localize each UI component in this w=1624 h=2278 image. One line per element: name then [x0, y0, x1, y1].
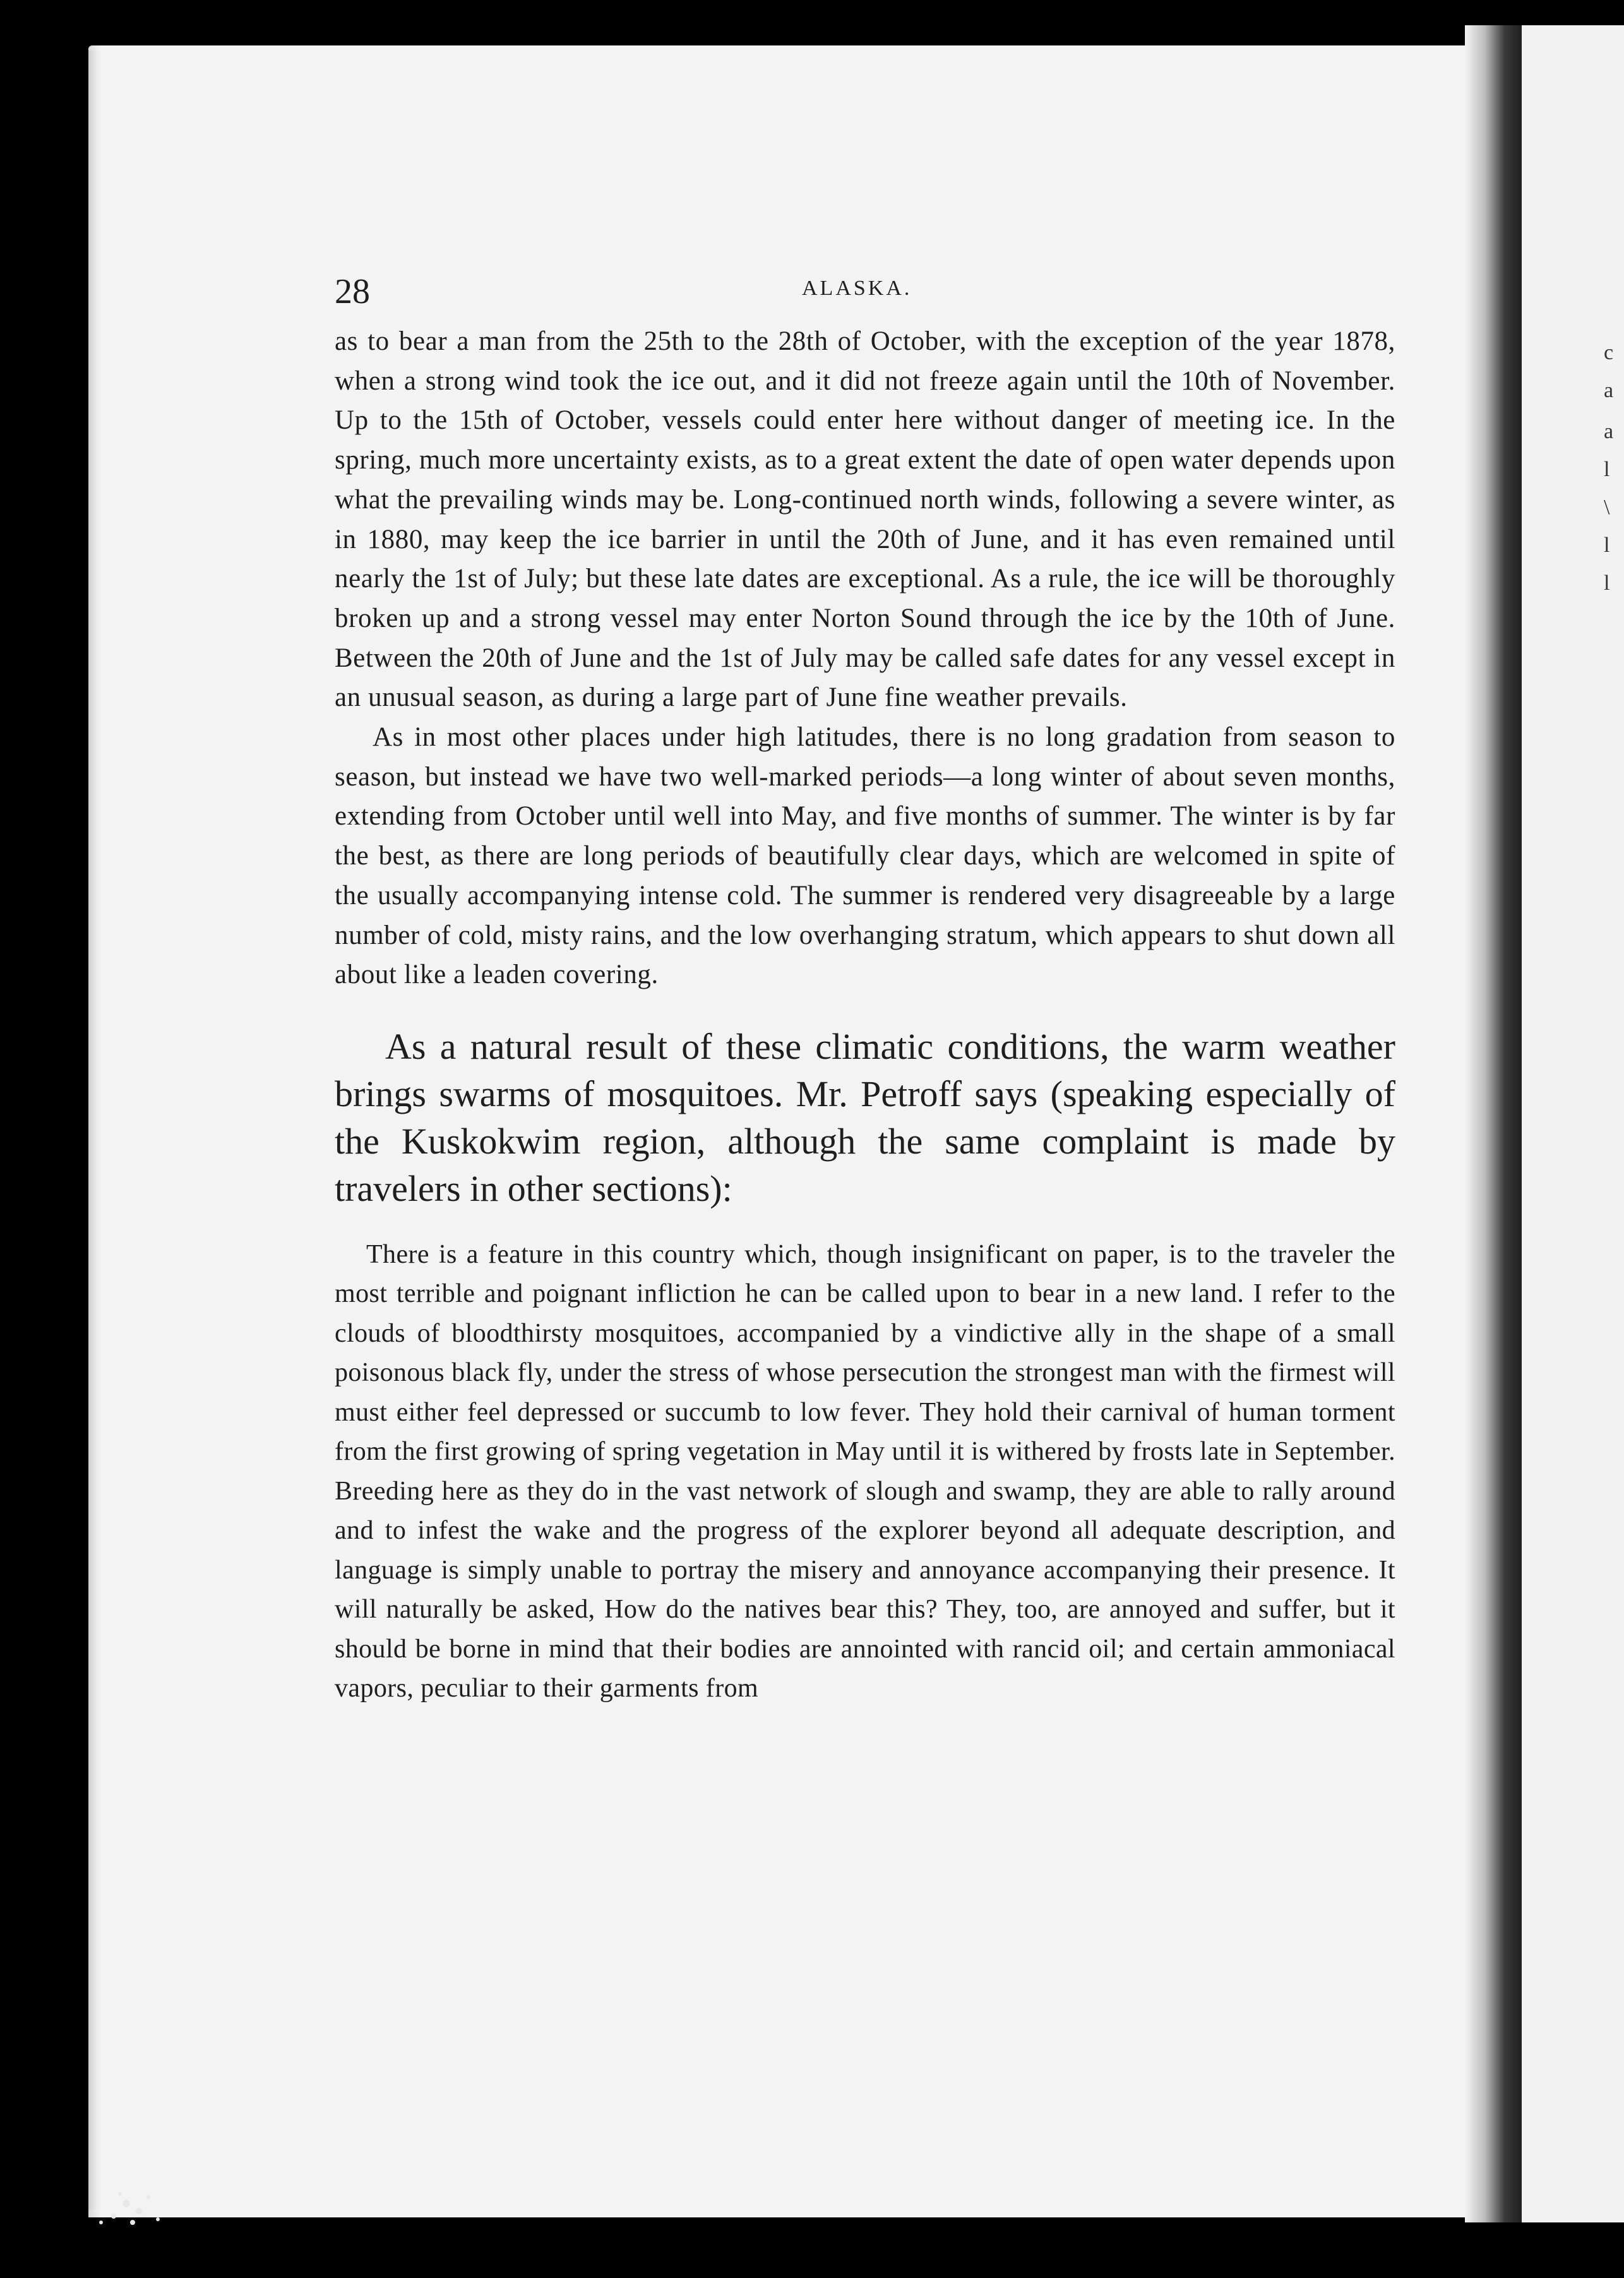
- facing-page-fragment: c: [1604, 341, 1614, 364]
- page-edge: [88, 51, 102, 2210]
- body-paragraph: As in most other places under high latitudes, there is no long gradation from season to season, but instead we have two well-marked periods—a long winter of about seven months, extending from October until well into May, and five months of summer. The winter is by far the best, as there are long periods of beautifully clear days, which are welcomed in spite of the usually accompanying intense cold. The summer is rendered very disagreeable by a large number of cold, misty rains, and the low overhanging stratum, which appears to shut down all about like a leaden covering.: [335, 722, 1395, 990]
- facing-page-fragment: l: [1604, 458, 1610, 481]
- paper-specks: [38, 2159, 202, 2248]
- book-gutter: [1465, 25, 1522, 2222]
- large-type-paragraph: As a natural result of these climatic conditions, the warm weather brings swarms of mosquitoes. Mr. Petroff says (speaking especially of the Kuskokwim region, although the same complaint is made by travelers in other sections):: [335, 1025, 1395, 1209]
- facing-page-fragment: l: [1604, 534, 1610, 557]
- body-paragraph: as to bear a man from the 25th to the 28th of October, with the exception of the year 1878, when a strong wind took the ice out, and it did not freeze again until the 10th of November. Up to the 15th of October, vessels could enter here without danger of meeting ice. In the spring, much more uncertainty exists, as to a great extent the date of open water depends upon what the prevailing winds may be. Long-continued north winds, following a severe winter, as in 1880, may keep the ice barrier in until the 20th of June, and it has even remained until nearly the 1st of July; but these late dates are exceptional. As a rule, the ice will be thoroughly broken up and a strong vessel may enter Norton Sound through the ice by the 10th of June. Between the 20th of June and the 1st of July may be called safe dates for any vessel except in an unusual season, as during a large part of June fine weather prevails.: [335, 326, 1395, 713]
- running-head: [335, 265, 1395, 322]
- quotation-paragraph: There is a feature in this country which, though insignificant on paper, is to the traveler the most terrible and poignant infliction he can be called upon to bear in a new land. I refer to the clouds of bloodthirsty mosquitoes, accompanied by a vindictive ally in the shape of a small poisonous black fly, under the stress of whose persecution the strongest man with the firmest will must either feel depressed or succumb to low fever. They hold their carnival of human torment from the first growing of spring vegetation in May until it is withered by frosts late in September. Breeding here as they do in the vast network of slough and swamp, they are able to rally around and to infest the wake and the progress of the explorer beyond all adequate description, and language is simply unable to portray the misery and annoyance accompanying their presence. It will naturally be asked, How do the natives bear this? They, too, are annoyed and suffer, but it should be borne in mind that their bodies are annointed with rancid oil; and certain ammoniacal vapors, peculiar to their garments from: [335, 1239, 1395, 1703]
- page-header-title: ALASKA.: [802, 277, 912, 300]
- page-content: [335, 265, 1395, 1708]
- facing-page-fragment: \: [1604, 496, 1610, 519]
- facing-page-fragment: l: [1604, 571, 1610, 595]
- facing-page-fragment: a: [1604, 379, 1614, 402]
- page-number: 28: [335, 272, 370, 311]
- facing-page-fragment: a: [1604, 420, 1614, 443]
